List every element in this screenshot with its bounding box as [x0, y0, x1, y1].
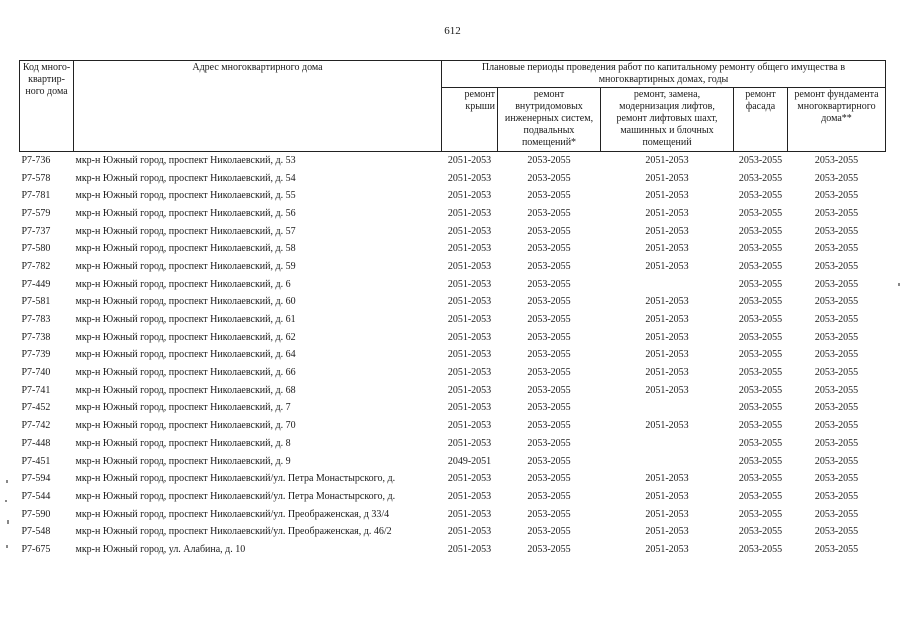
cell-engineering: 2053-2055: [527, 207, 571, 219]
cell-lift: 2051-2053: [645, 420, 689, 432]
cell-engineering: 2053-2055: [527, 455, 571, 467]
cell-foundation: 2053-2055: [814, 260, 859, 272]
cell-roof: 2049-2051: [447, 455, 492, 467]
cell-engineering: 2053-2055: [527, 349, 571, 361]
cell-roof: 2051-2053: [447, 490, 492, 502]
cell-address: мкр-н Южный город, проспект Николаевский, д. 6: [75, 278, 291, 290]
cell-address: мкр-н Южный город, ул. Алабина, д. 10: [75, 543, 246, 555]
cell-engineering: 2053-2055: [527, 508, 571, 520]
cell-roof: 2051-2053: [447, 190, 492, 202]
cell-address: мкр-н Южный город, проспект Николаевский, д. 62: [75, 331, 296, 343]
cell-foundation: 2053-2055: [814, 508, 859, 520]
cell-code: Р7-580: [21, 243, 51, 255]
cell-engineering: 2053-2055: [527, 543, 571, 555]
cell-code: Р7-783: [21, 314, 51, 326]
cell-engineering: 2053-2055: [527, 420, 571, 432]
cell-foundation: 2053-2055: [814, 278, 859, 290]
cell-facade: 2053-2055: [738, 473, 783, 485]
scan-artifact: [6, 545, 8, 548]
cell-lift: 2051-2053: [645, 207, 689, 219]
cell-roof: 2051-2053: [447, 367, 492, 379]
cell-foundation: 2053-2055: [814, 154, 859, 166]
cell-foundation: 2053-2055: [814, 314, 859, 326]
cell-lift: 2051-2053: [645, 543, 689, 555]
cell-facade: 2053-2055: [738, 508, 783, 520]
header-facade: ремонт фасада: [734, 88, 788, 152]
table-row: [20, 523, 886, 541]
header-periods-group: Плановые периоды проведения работ по капитальному ремонту общего имущества в многоквартирных домах, годы: [442, 61, 886, 88]
cell-roof: 2051-2053: [447, 207, 492, 219]
cell-foundation: 2053-2055: [814, 543, 859, 555]
cell-roof: 2051-2053: [447, 314, 492, 326]
cell-code: Р7-451: [21, 455, 51, 467]
cell-code: Р7-548: [21, 526, 51, 538]
cell-foundation: 2053-2055: [814, 296, 859, 308]
cell-lift: [601, 276, 734, 294]
cell-engineering: 2053-2055: [527, 243, 571, 255]
cell-code: Р7-737: [21, 225, 51, 237]
cell-foundation: 2053-2055: [814, 349, 859, 361]
cell-lift: 2051-2053: [645, 508, 689, 520]
cell-engineering: 2053-2055: [527, 314, 571, 326]
cell-lift: 2051-2053: [645, 526, 689, 538]
cell-facade: 2053-2055: [738, 154, 783, 166]
header-lift: ремонт, замена, модернизация лифтов, ремонт лифтовых шахт, машинных и блочных помещений: [601, 88, 734, 152]
table-row: [20, 435, 886, 453]
cell-roof: 2051-2053: [447, 526, 492, 538]
table-row: [20, 364, 886, 382]
cell-foundation: 2053-2055: [814, 190, 859, 202]
cell-lift: 2051-2053: [645, 331, 689, 343]
cell-facade: 2053-2055: [738, 402, 783, 414]
cell-code: Р7-736: [21, 154, 51, 166]
cell-address: мкр-н Южный город, проспект Николаевский, д. 54: [75, 172, 296, 184]
cell-engineering: 2053-2055: [527, 331, 571, 343]
cell-lift: 2051-2053: [645, 154, 689, 166]
cell-address: мкр-н Южный город, проспект Николаевский, д. 8: [75, 437, 291, 449]
cell-facade: 2053-2055: [738, 490, 783, 502]
cell-code: Р7-590: [21, 508, 51, 520]
cell-lift: [601, 400, 734, 418]
header-foundation: ремонт фундамента многоквартирного дома**: [788, 88, 886, 152]
cell-roof: 2051-2053: [447, 508, 492, 520]
cell-foundation: 2053-2055: [814, 243, 859, 255]
cell-lift: 2051-2053: [645, 349, 689, 361]
cell-facade: 2053-2055: [738, 278, 783, 290]
cell-address: мкр-н Южный город, проспект Николаевский/ул. Преображенская, д. 46/2: [75, 526, 392, 538]
cell-foundation: 2053-2055: [814, 420, 859, 432]
table-row: [20, 258, 886, 276]
cell-roof: 2051-2053: [447, 402, 492, 414]
cell-facade: 2053-2055: [738, 260, 783, 272]
cell-facade: 2053-2055: [738, 437, 783, 449]
table-row: [20, 417, 886, 435]
cell-foundation: 2053-2055: [814, 384, 859, 396]
cell-engineering: 2053-2055: [527, 225, 571, 237]
cell-lift: 2051-2053: [645, 190, 689, 202]
cell-roof: 2051-2053: [447, 154, 492, 166]
cell-code: Р7-675: [21, 543, 51, 555]
cell-address: мкр-н Южный город, проспект Николаевский, д. 66: [75, 367, 296, 379]
cell-engineering: 2053-2055: [527, 526, 571, 538]
cell-lift: 2051-2053: [645, 490, 689, 502]
table-row: [20, 541, 886, 559]
cell-roof: 2051-2053: [447, 349, 492, 361]
cell-roof: 2051-2053: [447, 225, 492, 237]
cell-foundation: 2053-2055: [814, 437, 859, 449]
cell-engineering: 2053-2055: [527, 154, 571, 166]
cell-foundation: 2053-2055: [814, 473, 859, 485]
cell-facade: 2053-2055: [738, 420, 783, 432]
cell-code: Р7-594: [21, 473, 51, 485]
cell-code: Р7-452: [21, 402, 51, 414]
cell-engineering: 2053-2055: [527, 260, 571, 272]
cell-engineering: 2053-2055: [527, 367, 571, 379]
cell-roof: 2051-2053: [447, 384, 492, 396]
table-row: [20, 223, 886, 241]
cell-lift: 2051-2053: [645, 314, 689, 326]
cell-roof: 2051-2053: [447, 278, 492, 290]
cell-engineering: 2053-2055: [527, 190, 571, 202]
cell-engineering: 2053-2055: [527, 490, 571, 502]
cell-engineering: 2053-2055: [527, 296, 571, 308]
cell-address: мкр-н Южный город, проспект Николаевский, д. 55: [75, 190, 296, 202]
table-row: [20, 311, 886, 329]
cell-address: мкр-н Южный город, проспект Николаевский, д. 70: [75, 420, 296, 432]
cell-address: мкр-н Южный город, проспект Николаевский, д. 7: [75, 402, 291, 414]
cell-lift: 2051-2053: [645, 384, 689, 396]
cell-code: Р7-448: [21, 437, 51, 449]
cell-code: Р7-449: [21, 278, 51, 290]
cell-facade: 2053-2055: [738, 455, 783, 467]
header-address: Адрес многоквартирного дома: [74, 61, 442, 152]
cell-roof: 2051-2053: [447, 331, 492, 343]
table-row: [20, 470, 886, 488]
cell-engineering: 2053-2055: [527, 402, 571, 414]
cell-address: мкр-н Южный город, проспект Николаевский/ул. Петра Монастырского, д.: [75, 473, 396, 485]
scan-artifact: [6, 480, 8, 483]
cell-address: мкр-н Южный город, проспект Николаевский/ул. Преображенская, д 33/4: [75, 508, 390, 520]
cell-roof: 2051-2053: [447, 543, 492, 555]
cell-facade: 2053-2055: [738, 526, 783, 538]
cell-facade: 2053-2055: [738, 314, 783, 326]
cell-facade: 2053-2055: [738, 225, 783, 237]
cell-code: Р7-581: [21, 296, 51, 308]
table-row: [20, 329, 886, 347]
cell-roof: 2051-2053: [447, 172, 492, 184]
cell-roof: 2051-2053: [447, 437, 492, 449]
cell-lift: 2051-2053: [645, 367, 689, 379]
cell-facade: 2053-2055: [738, 172, 783, 184]
page-number: 612: [444, 25, 461, 37]
header-code: Код много-квартир-ного дома: [20, 61, 74, 152]
cell-facade: 2053-2055: [738, 367, 783, 379]
cell-facade: 2053-2055: [738, 331, 783, 343]
table-row: [20, 276, 886, 294]
cell-roof: 2051-2053: [447, 473, 492, 485]
cell-address: мкр-н Южный город, проспект Николаевский, д. 9: [75, 455, 291, 467]
cell-facade: 2053-2055: [738, 296, 783, 308]
header-roof: ремонт крыши: [442, 88, 498, 152]
table-body: [20, 152, 886, 559]
cell-foundation: 2053-2055: [814, 225, 859, 237]
cell-code: Р7-739: [21, 349, 51, 361]
table-header: [20, 61, 886, 152]
cell-foundation: 2053-2055: [814, 172, 859, 184]
cell-facade: 2053-2055: [738, 207, 783, 219]
table-row: [20, 400, 886, 418]
cell-roof: 2051-2053: [447, 260, 492, 272]
table-row: [20, 205, 886, 223]
cell-address: мкр-н Южный город, проспект Николаевский, д. 58: [75, 243, 296, 255]
cell-address: мкр-н Южный город, проспект Николаевский, д. 64: [75, 349, 296, 361]
cell-address: мкр-н Южный город, проспект Николаевский/ул. Петра Монастырского, д.: [75, 490, 396, 502]
cell-facade: 2053-2055: [738, 349, 783, 361]
cell-foundation: 2053-2055: [814, 207, 859, 219]
cell-engineering: 2053-2055: [527, 278, 571, 290]
cell-code: Р7-579: [21, 207, 51, 219]
cell-address: мкр-н Южный город, проспект Николаевский, д. 60: [75, 296, 296, 308]
cell-lift: 2051-2053: [645, 243, 689, 255]
table-row: [20, 294, 886, 312]
cell-lift: 2051-2053: [645, 225, 689, 237]
cell-facade: 2053-2055: [738, 384, 783, 396]
cell-code: Р7-742: [21, 420, 51, 432]
scan-artifact: [898, 283, 900, 286]
cell-foundation: 2053-2055: [814, 402, 859, 414]
cell-code: Р7-782: [21, 260, 51, 272]
scan-artifact: [5, 500, 7, 502]
cell-roof: 2051-2053: [447, 296, 492, 308]
table-row: [20, 240, 886, 258]
cell-roof: 2051-2053: [447, 243, 492, 255]
header-engineering: ремонт внутридомовых инженерных систем, подвальных помещений*: [498, 88, 601, 152]
cell-address: мкр-н Южный город, проспект Николаевский, д. 56: [75, 207, 296, 219]
cell-lift: 2051-2053: [645, 296, 689, 308]
cell-facade: 2053-2055: [738, 243, 783, 255]
capital-repair-table: [19, 60, 886, 559]
scan-artifact: [7, 520, 9, 524]
cell-code: Р7-741: [21, 384, 51, 396]
table-row: [20, 187, 886, 205]
table-row: [20, 488, 886, 506]
cell-lift: [601, 453, 734, 471]
cell-foundation: 2053-2055: [814, 455, 859, 467]
cell-foundation: 2053-2055: [814, 367, 859, 379]
cell-lift: 2051-2053: [645, 260, 689, 272]
cell-lift: 2051-2053: [645, 172, 689, 184]
cell-code: Р7-740: [21, 367, 51, 379]
cell-engineering: 2053-2055: [527, 473, 571, 485]
cell-foundation: 2053-2055: [814, 526, 859, 538]
cell-foundation: 2053-2055: [814, 490, 859, 502]
cell-code: Р7-544: [21, 490, 51, 502]
cell-lift: 2051-2053: [645, 473, 689, 485]
table-row: [20, 347, 886, 365]
cell-address: мкр-н Южный город, проспект Николаевский, д. 57: [75, 225, 296, 237]
cell-address: мкр-н Южный город, проспект Николаевский, д. 68: [75, 384, 296, 396]
cell-code: Р7-738: [21, 331, 51, 343]
cell-address: мкр-н Южный город, проспект Николаевский, д. 59: [75, 260, 296, 272]
table-row: [20, 453, 886, 471]
table-row: [20, 506, 886, 524]
cell-engineering: 2053-2055: [527, 384, 571, 396]
cell-roof: 2051-2053: [447, 420, 492, 432]
cell-address: мкр-н Южный город, проспект Николаевский, д. 53: [75, 154, 296, 166]
cell-code: Р7-781: [21, 190, 51, 202]
table-row: [20, 170, 886, 188]
cell-lift: [601, 435, 734, 453]
cell-address: мкр-н Южный город, проспект Николаевский, д. 61: [75, 314, 296, 326]
cell-engineering: 2053-2055: [527, 437, 571, 449]
cell-facade: 2053-2055: [738, 190, 783, 202]
cell-facade: 2053-2055: [738, 543, 783, 555]
cell-code: Р7-578: [21, 172, 51, 184]
cell-engineering: 2053-2055: [527, 172, 571, 184]
cell-foundation: 2053-2055: [814, 331, 859, 343]
table-row: [20, 152, 886, 170]
table-row: [20, 382, 886, 400]
